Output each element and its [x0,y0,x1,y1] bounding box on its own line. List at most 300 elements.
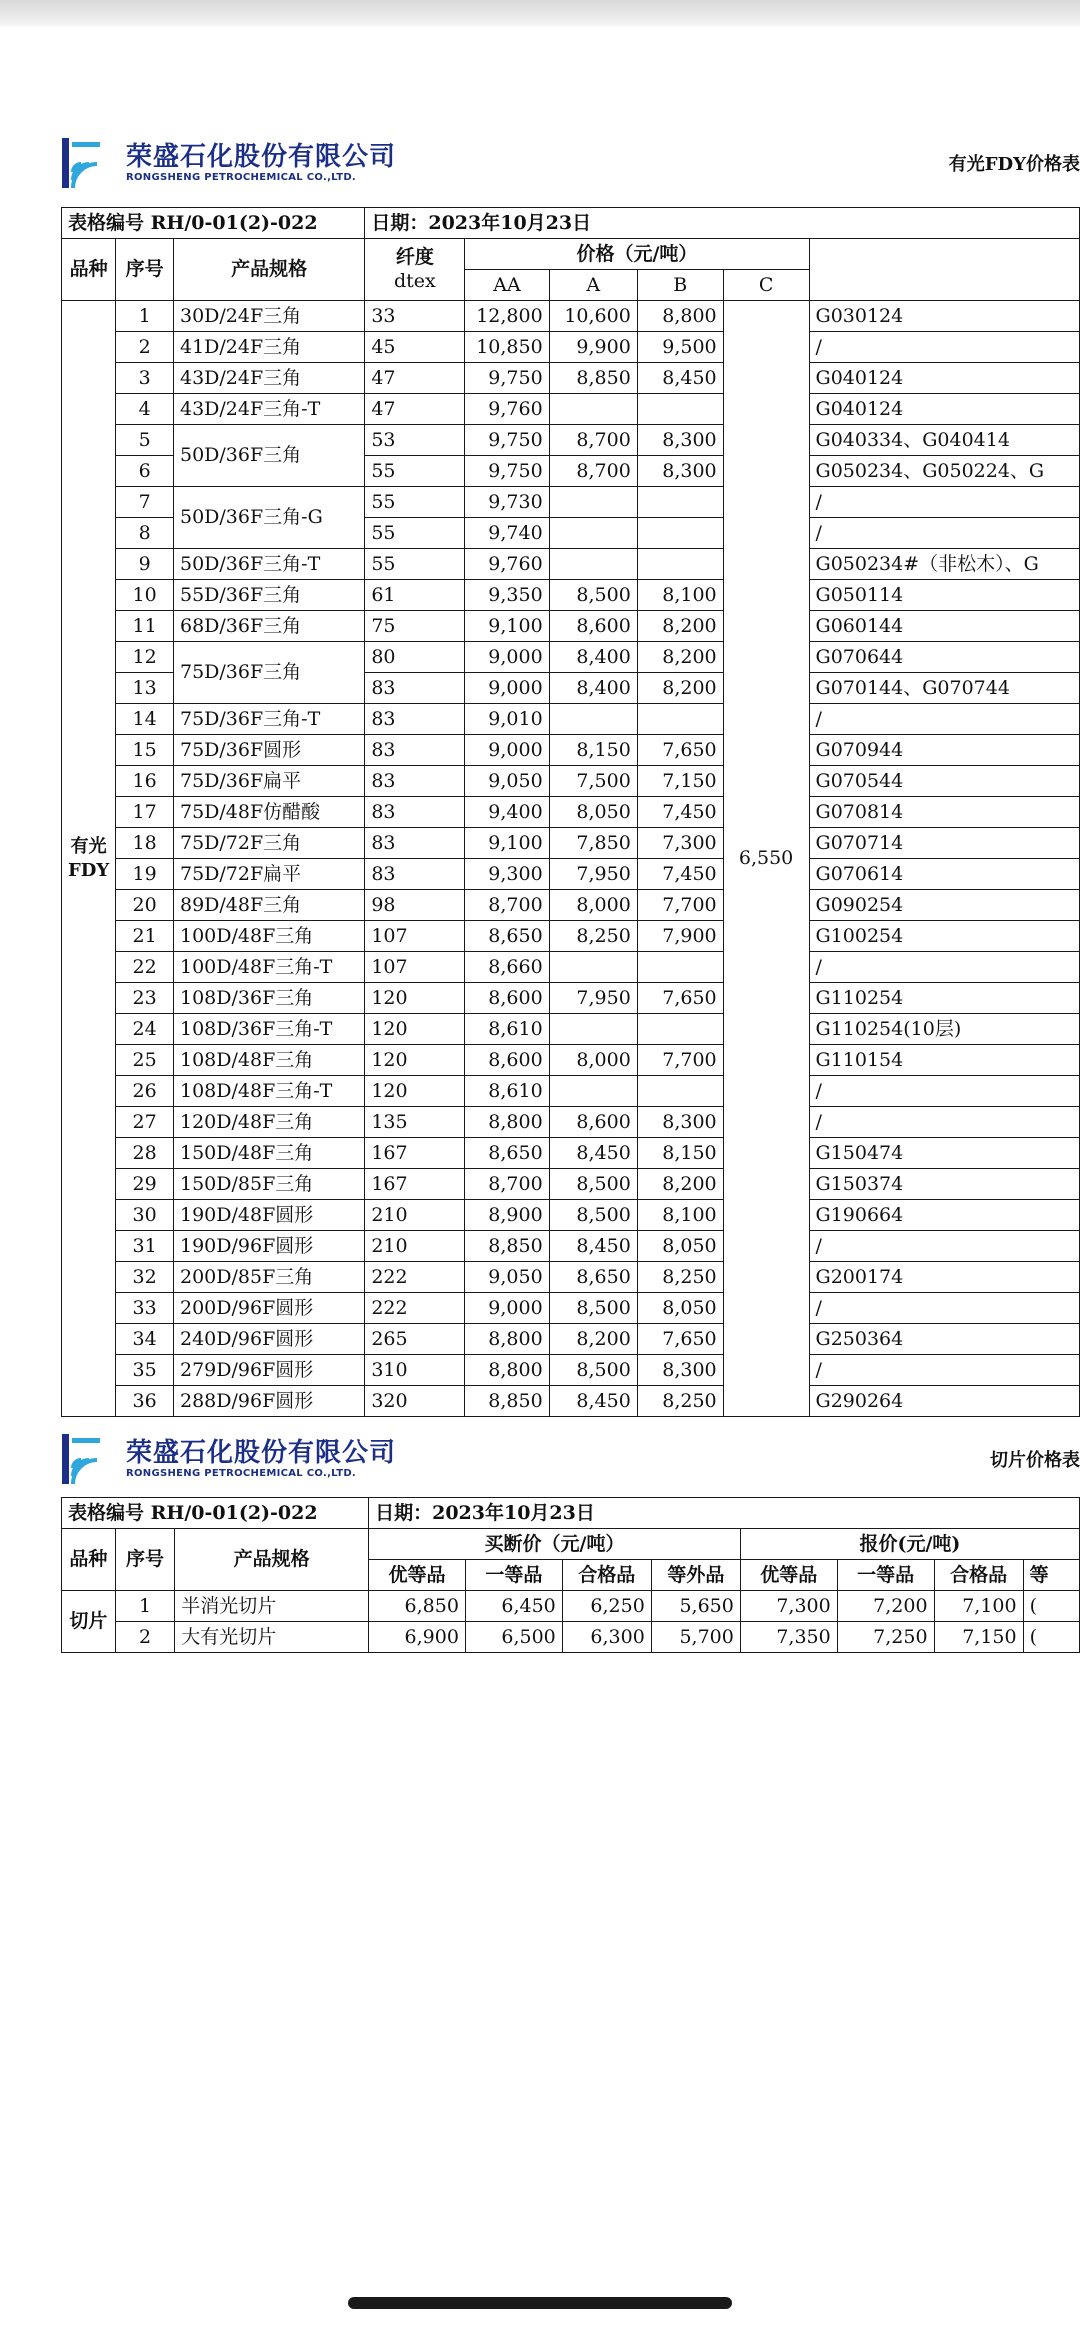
fdy-dtex: 120 [365,1014,465,1045]
fdy-price-b: 8,300 [637,456,723,487]
fdy-code: G040334、G040414 [809,425,1079,456]
chip-buyout-qualified: 合格品 [562,1560,651,1591]
fdy-price-b: 8,100 [637,580,723,611]
fdy-price-b: 8,200 [637,642,723,673]
fdy-price-a: 7,850 [549,828,637,859]
fdy-price-b: 7,700 [637,1045,723,1076]
fdy-price-a: 8,850 [549,363,637,394]
fdy-dtex: 75 [365,611,465,642]
fdy-date: 日期：2023年10月23日 [365,208,1080,239]
header-b: B [637,270,723,301]
fdy-price-aa: 9,740 [465,518,549,549]
fdy-price-a [549,952,637,983]
fdy-table-title: 有光FDY价格表 [948,154,1080,175]
chip-price-b_qual: 6,250 [562,1591,651,1622]
fdy-spec: 240D/96F圆形 [174,1324,365,1355]
fdy-price-table [61,207,1080,1417]
fdy-code: / [809,487,1079,518]
fdy-price-aa: 8,650 [465,921,549,952]
fdy-spec: 150D/85F三角 [174,1169,365,1200]
fdy-row [62,1293,1080,1324]
fdy-price-a: 8,400 [549,673,637,704]
fdy-seq: 26 [116,1076,174,1107]
fdy-price-b: 7,450 [637,859,723,890]
company-name-cn: 荣盛石化股份有限公司 [126,1438,397,1468]
fdy-dtex: 135 [365,1107,465,1138]
chip-quote-outgrade-cut: 等 [1023,1560,1079,1591]
fdy-code: / [809,332,1079,363]
chip-buyout-outgrade: 等外品 [651,1560,740,1591]
fdy-code: G070644 [809,642,1079,673]
chip-header-buyout: 买断价（元/吨） [369,1529,741,1560]
fdy-seq: 7 [116,487,174,518]
fdy-price-a: 8,450 [549,1386,637,1417]
fdy-price-aa: 9,300 [465,859,549,890]
fdy-spec: 108D/48F三角-T [174,1076,365,1107]
fdy-price-a: 8,250 [549,921,637,952]
chip-price-q_qual: 7,100 [934,1591,1023,1622]
fdy-price-b: 8,300 [637,425,723,456]
fdy-code: G100254 [809,921,1079,952]
fdy-code: G090254 [809,890,1079,921]
header-a: A [549,270,637,301]
fdy-price-c: 6,550 [723,301,809,1417]
fdy-seq: 13 [116,673,174,704]
fdy-variety-label: 有光FDY [62,301,116,1417]
fdy-price-a: 8,500 [549,580,637,611]
fdy-spec: 190D/48F圆形 [174,1200,365,1231]
fdy-dtex: 61 [365,580,465,611]
chip-price-b_qual: 6,300 [562,1622,651,1653]
fdy-seq: 12 [116,642,174,673]
header-spec: 产品规格 [174,239,365,301]
fdy-dtex: 83 [365,828,465,859]
fdy-row [62,394,1080,425]
fdy-code: G290264 [809,1386,1079,1417]
chip-price-cut: ( [1023,1591,1079,1622]
fdy-row [62,1355,1080,1386]
fdy-seq: 35 [116,1355,174,1386]
fdy-price-aa: 8,700 [465,890,549,921]
fdy-row [62,642,1080,673]
fdy-price-a: 8,400 [549,642,637,673]
fdy-spec: 30D/24F三角 [174,301,365,332]
fdy-seq: 32 [116,1262,174,1293]
fdy-price-aa: 8,610 [465,1076,549,1107]
fdy-header [62,136,1080,192]
fdy-seq: 3 [116,363,174,394]
fdy-dtex: 210 [365,1231,465,1262]
fdy-row [62,1262,1080,1293]
fdy-row [62,1076,1080,1107]
fdy-dtex: 210 [365,1200,465,1231]
fdy-price-aa: 10,850 [465,332,549,363]
fdy-price-b [637,1014,723,1045]
chip-price-table [61,1497,1080,1653]
fdy-code: / [809,1107,1079,1138]
fdy-price-b: 8,050 [637,1231,723,1262]
fdy-price-aa: 9,100 [465,828,549,859]
chip-price-b_first: 6,450 [465,1591,562,1622]
fdy-price-a: 7,950 [549,859,637,890]
header-dtex-unit: dtex [393,269,436,292]
fdy-price-b: 8,150 [637,1138,723,1169]
fdy-seq: 20 [116,890,174,921]
fdy-spec: 75D/36F三角 [174,642,365,704]
fdy-row [62,766,1080,797]
fdy-row [62,704,1080,735]
chip-price-cut: ( [1023,1622,1079,1653]
company-name-en: RONGSHENG PETROCHEMICAL CO.,LTD. [126,172,357,183]
fdy-price-b: 8,050 [637,1293,723,1324]
fdy-dtex: 120 [365,1045,465,1076]
fdy-spec: 100D/48F三角-T [174,952,365,983]
company-name-cn: 荣盛石化股份有限公司 [126,142,397,172]
fdy-code: G040124 [809,394,1079,425]
fdy-dtex: 310 [365,1355,465,1386]
fdy-spec: 108D/36F三角-T [174,1014,365,1045]
fdy-dtex: 167 [365,1138,465,1169]
fdy-spec: 75D/72F三角 [174,828,365,859]
chip-spec: 半消光切片 [175,1591,369,1622]
fdy-price-a: 10,600 [549,301,637,332]
chip-header-seq: 序号 [115,1529,174,1591]
fdy-price-a [549,704,637,735]
fdy-spec: 108D/48F三角 [174,1045,365,1076]
fdy-seq: 34 [116,1324,174,1355]
fdy-row [62,952,1080,983]
header-seq: 序号 [116,239,174,301]
fdy-price-aa: 12,800 [465,301,549,332]
fdy-code: G040124 [809,363,1079,394]
fdy-code: G050234、G050224、G [809,456,1079,487]
header-code-blank [809,239,1079,301]
chip-buyout-superior: 优等品 [369,1560,466,1591]
fdy-spec: 43D/24F三角 [174,363,365,394]
fdy-dtex: 120 [365,1076,465,1107]
fdy-price-b: 8,300 [637,1355,723,1386]
fdy-price-aa: 9,000 [465,673,549,704]
fdy-spec: 75D/36F扁平 [174,766,365,797]
fdy-price-aa: 9,760 [465,394,549,425]
chip-price-q_sup: 7,350 [740,1622,837,1653]
fdy-dtex: 98 [365,890,465,921]
fdy-row [62,1324,1080,1355]
fdy-dtex: 222 [365,1293,465,1324]
fdy-price-a: 8,500 [549,1355,637,1386]
fdy-price-aa: 9,050 [465,766,549,797]
fdy-price-b: 7,150 [637,766,723,797]
fdy-spec: 108D/36F三角 [174,983,365,1014]
fdy-spec: 50D/36F三角-T [174,549,365,580]
fdy-code: / [809,1355,1079,1386]
home-indicator [348,2297,732,2309]
fdy-price-a: 8,000 [549,1045,637,1076]
fdy-seq: 17 [116,797,174,828]
chip-price-q_first: 7,250 [837,1622,934,1653]
chip-header [62,1432,1080,1488]
fdy-price-aa: 9,000 [465,735,549,766]
fdy-price-b [637,1076,723,1107]
fdy-price-a [549,1076,637,1107]
fdy-price-b [637,394,723,425]
chip-seq: 2 [115,1622,174,1653]
header-c: C [723,270,809,301]
fdy-row [62,363,1080,394]
chip-header-variety: 品种 [62,1529,116,1591]
fdy-code: G030124 [809,301,1079,332]
fdy-dtex: 265 [365,1324,465,1355]
fdy-price-b [637,518,723,549]
fdy-price-a: 8,600 [549,1107,637,1138]
fdy-spec: 50D/36F三角 [174,425,365,487]
fdy-price-b: 8,200 [637,611,723,642]
fdy-row [62,921,1080,952]
fdy-price-b: 7,650 [637,983,723,1014]
fdy-price-aa: 8,800 [465,1107,549,1138]
fdy-spec: 200D/96F圆形 [174,1293,365,1324]
chip-price-q_first: 7,200 [837,1591,934,1622]
fdy-price-a: 8,200 [549,1324,637,1355]
chip-quote-superior: 优等品 [740,1560,837,1591]
fdy-row [62,1200,1080,1231]
fdy-price-a [549,549,637,580]
chip-header-spec: 产品规格 [175,1529,369,1591]
chip-price-b_first: 6,500 [465,1622,562,1653]
fdy-price-b [637,549,723,580]
rongsheng-logo-icon [62,1434,110,1484]
fdy-price-aa: 8,610 [465,1014,549,1045]
fdy-seq: 6 [116,456,174,487]
fdy-spec: 288D/96F圆形 [174,1386,365,1417]
fdy-code: G200174 [809,1262,1079,1293]
fdy-code: G110154 [809,1045,1079,1076]
fdy-price-aa: 8,600 [465,983,549,1014]
fdy-price-aa: 8,660 [465,952,549,983]
fdy-row [62,1014,1080,1045]
fdy-seq: 21 [116,921,174,952]
fdy-dtex: 83 [365,797,465,828]
fdy-dtex: 167 [365,1169,465,1200]
fdy-seq: 22 [116,952,174,983]
fdy-dtex: 47 [365,394,465,425]
header-aa: AA [465,270,549,301]
fdy-code: / [809,1231,1079,1262]
fdy-price-b: 9,500 [637,332,723,363]
fdy-spec: 50D/36F三角-G [174,487,365,549]
fdy-row [62,1107,1080,1138]
fdy-price-aa: 9,400 [465,797,549,828]
fdy-dtex: 45 [365,332,465,363]
chip-form-number: 表格编号 RH/0-01(2)-022 [62,1498,369,1529]
fdy-price-b: 7,900 [637,921,723,952]
fdy-seq: 9 [116,549,174,580]
fdy-code: G150374 [809,1169,1079,1200]
fdy-dtex: 47 [365,363,465,394]
chip-price-q_qual: 7,150 [934,1622,1023,1653]
fdy-price-aa: 9,350 [465,580,549,611]
fdy-seq: 16 [116,766,174,797]
fdy-code: G050234#（非松木）、G [809,549,1079,580]
fdy-price-aa: 8,850 [465,1386,549,1417]
fdy-dtex: 55 [365,487,465,518]
fdy-price-aa: 9,730 [465,487,549,518]
fdy-seq: 2 [116,332,174,363]
fdy-code: / [809,1293,1079,1324]
fdy-seq: 10 [116,580,174,611]
fdy-price-a [549,1014,637,1045]
fdy-spec: 55D/36F三角 [174,580,365,611]
fdy-row [62,487,1080,518]
chip-row [62,1591,1080,1622]
fdy-code: G070944 [809,735,1079,766]
fdy-seq: 28 [116,1138,174,1169]
header-fineness [365,239,465,301]
fdy-row [62,332,1080,363]
fdy-price-b: 7,300 [637,828,723,859]
fdy-dtex: 107 [365,921,465,952]
fdy-row [62,797,1080,828]
chip-variety-label: 切片 [62,1591,116,1653]
chip-table-title: 切片价格表 [990,1450,1080,1471]
fdy-price-b: 7,650 [637,735,723,766]
fdy-dtex: 55 [365,456,465,487]
fdy-price-aa: 9,000 [465,642,549,673]
fdy-price-a: 8,600 [549,611,637,642]
fdy-price-aa: 8,800 [465,1324,549,1355]
fdy-row [62,983,1080,1014]
fdy-dtex: 55 [365,518,465,549]
fdy-price-a: 8,450 [549,1231,637,1262]
fdy-price-b: 7,450 [637,797,723,828]
fdy-row [62,1045,1080,1076]
fdy-code: G060144 [809,611,1079,642]
fdy-seq: 8 [116,518,174,549]
fdy-spec: 43D/24F三角-T [174,394,365,425]
fdy-price-aa: 8,900 [465,1200,549,1231]
chip-buyout-first: 一等品 [465,1560,562,1591]
fdy-row [62,425,1080,456]
fdy-row [62,828,1080,859]
fdy-price-a: 8,050 [549,797,637,828]
fdy-dtex: 107 [365,952,465,983]
fdy-dtex: 83 [365,859,465,890]
fdy-seq: 18 [116,828,174,859]
fdy-spec: 41D/24F三角 [174,332,365,363]
fdy-seq: 14 [116,704,174,735]
header-fineness-label: 纤度 [395,245,434,268]
fdy-price-aa: 9,000 [465,1293,549,1324]
fdy-price-aa: 9,100 [465,611,549,642]
fdy-row [62,859,1080,890]
fdy-price-a: 8,150 [549,735,637,766]
fdy-price-a [549,518,637,549]
fdy-price-aa: 9,760 [465,549,549,580]
fdy-price-b: 7,650 [637,1324,723,1355]
chip-seq: 1 [115,1591,174,1622]
chip-spec: 大有光切片 [175,1622,369,1653]
chip-quote-first: 一等品 [837,1560,934,1591]
fdy-spec: 100D/48F三角 [174,921,365,952]
fdy-code: / [809,1076,1079,1107]
fdy-code: / [809,704,1079,735]
fdy-spec: 75D/36F三角-T [174,704,365,735]
fdy-price-b [637,952,723,983]
fdy-spec: 89D/48F三角 [174,890,365,921]
fdy-price-a: 7,950 [549,983,637,1014]
fdy-code: G070544 [809,766,1079,797]
fdy-seq: 36 [116,1386,174,1417]
fdy-code: G070714 [809,828,1079,859]
chip-quote-qualified: 合格品 [934,1560,1023,1591]
fdy-code: / [809,952,1079,983]
fdy-price-a: 8,700 [549,425,637,456]
fdy-form-number: 表格编号 RH/0-01(2)-022 [62,208,365,239]
fdy-spec: 279D/96F圆形 [174,1355,365,1386]
fdy-row [62,580,1080,611]
fdy-dtex: 33 [365,301,465,332]
chip-price-b_sup: 6,900 [369,1622,466,1653]
fdy-price-b: 8,100 [637,1200,723,1231]
fdy-seq: 15 [116,735,174,766]
fdy-seq: 33 [116,1293,174,1324]
fdy-seq: 1 [116,301,174,332]
fdy-spec: 190D/96F圆形 [174,1231,365,1262]
fdy-price-b: 8,450 [637,363,723,394]
fdy-code: G150474 [809,1138,1079,1169]
fdy-spec: 120D/48F三角 [174,1107,365,1138]
fdy-spec: 75D/36F圆形 [174,735,365,766]
fdy-seq: 27 [116,1107,174,1138]
fdy-seq: 24 [116,1014,174,1045]
fdy-price-b: 8,200 [637,673,723,704]
fdy-row [62,735,1080,766]
header-price: 价格（元/吨） [465,239,809,270]
company-name-en: RONGSHENG PETROCHEMICAL CO.,LTD. [126,1468,357,1479]
fdy-spec: 200D/85F三角 [174,1262,365,1293]
fdy-code: / [809,518,1079,549]
fdy-row [62,611,1080,642]
fdy-seq: 11 [116,611,174,642]
fdy-price-b [637,704,723,735]
chip-date: 日期：2023年10月23日 [369,1498,1080,1529]
chip-price-b_sup: 6,850 [369,1591,466,1622]
fdy-price-b: 8,300 [637,1107,723,1138]
fdy-dtex: 55 [365,549,465,580]
fdy-dtex: 80 [365,642,465,673]
fdy-price-a: 8,650 [549,1262,637,1293]
fdy-spec: 75D/48F仿醋酸 [174,797,365,828]
fdy-row [62,549,1080,580]
fdy-code: G070144、G070744 [809,673,1079,704]
fdy-seq: 31 [116,1231,174,1262]
fdy-dtex: 120 [365,983,465,1014]
fdy-code: G110254(10层) [809,1014,1079,1045]
fdy-price-a: 7,500 [549,766,637,797]
fdy-row [62,1231,1080,1262]
fdy-price-aa: 8,700 [465,1169,549,1200]
header-variety: 品种 [62,239,116,301]
fdy-price-a: 8,500 [549,1200,637,1231]
fdy-dtex: 83 [365,673,465,704]
fdy-row [62,301,1080,332]
fdy-dtex: 83 [365,704,465,735]
fdy-seq: 4 [116,394,174,425]
fdy-price-aa: 8,800 [465,1355,549,1386]
fdy-price-aa: 9,750 [465,456,549,487]
fdy-price-b [637,487,723,518]
fdy-price-aa: 8,850 [465,1231,549,1262]
